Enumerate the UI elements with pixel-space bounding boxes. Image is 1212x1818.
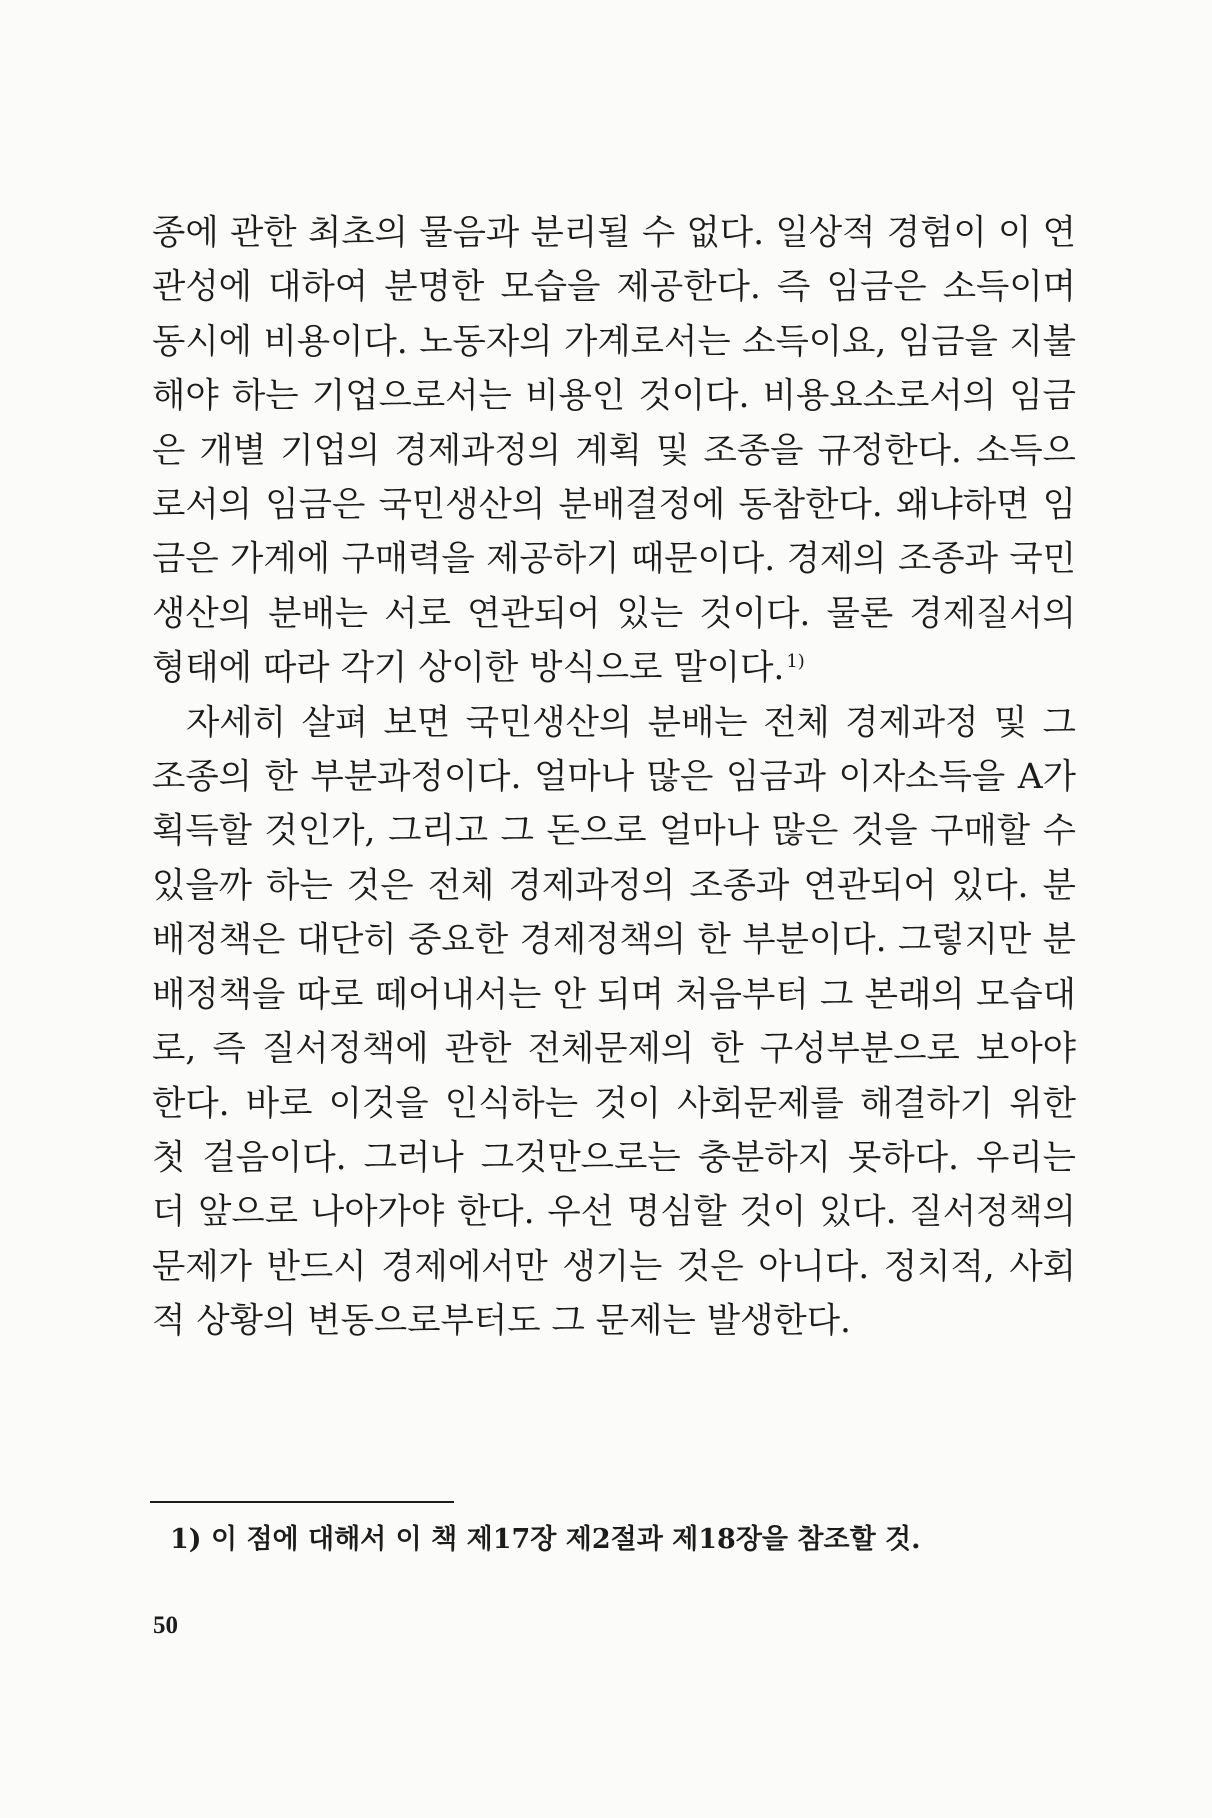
page-number: 50	[153, 1612, 178, 1639]
paragraph-1	[152, 206, 1076, 696]
body-text	[152, 206, 1076, 1349]
paragraph-1-text: 종에 관한 최초의 물음과 분리될 수 없다. 일상적 경험이 이 연관성에 대하여 분명한 모습을 제공한다. 즉 임금은 소득이며 동시에 비용이다. 노동자의 가계로서는 소득이요, 임금을 지불해야 하는 기업으로서는 비용인 것이다. 비용요소로서의 임금은 개별 기업의 경제과정의 계획 및 조종을 규정한다. 소득으로서의 임금은 국민생산의 분배결정에 동참한다. 왜냐하면 임금은 가계에 구매력을 제공하기 때문이다. 경제의 조종과 국민생산의 분배는 서로 연관되어 있는 것이다. 물론 경제질서의 형태에 따라 각기 상이한 방식으로 말이다.	[152, 213, 1076, 689]
paragraph-2-text: 자세히 살펴 보면 국민생산의 분배는 전체 경제과정 및 그 조종의 한 부분과정이다. 얼마나 많은 임금과 이자소득을 A가 획득할 것인가, 그리고 그 돈으로 얼마나 많은 것을 구매할 수 있을까 하는 것은 전체 경제과정의 조종과 연관되어 있다. 분배정책은 대단히 중요한 경제정책의 한 부분이다. 그렇지만 분배정책을 따로 떼어내서는 안 되며 처음부터 그 본래의 모습대로, 즉 질서정책에 관한 전체문제의 한 구성부분으로 보아야 한다. 바로 이것을 인식하는 것이 사회문제를 해결하기 위한 첫 걸음이다. 그러나 그것만으로는 충분하지 못하다. 우리는 더 앞으로 나아가야 한다. 우선 명심할 것이 있다. 질서정책의 문제가 반드시 경제에서만 생기는 것은 아니다. 정치적, 사회적 상황의 변동으로부터도 그 문제는 발생한다.	[152, 702, 1076, 1342]
footnote-reference: 1)	[786, 650, 805, 672]
paragraph-2	[152, 696, 1076, 1349]
footnote-divider	[150, 1501, 454, 1503]
footnote: 1) 이 점에 대해서 이 책 제17장 제2절과 제18장을 참조할 것.	[170, 1524, 921, 1555]
